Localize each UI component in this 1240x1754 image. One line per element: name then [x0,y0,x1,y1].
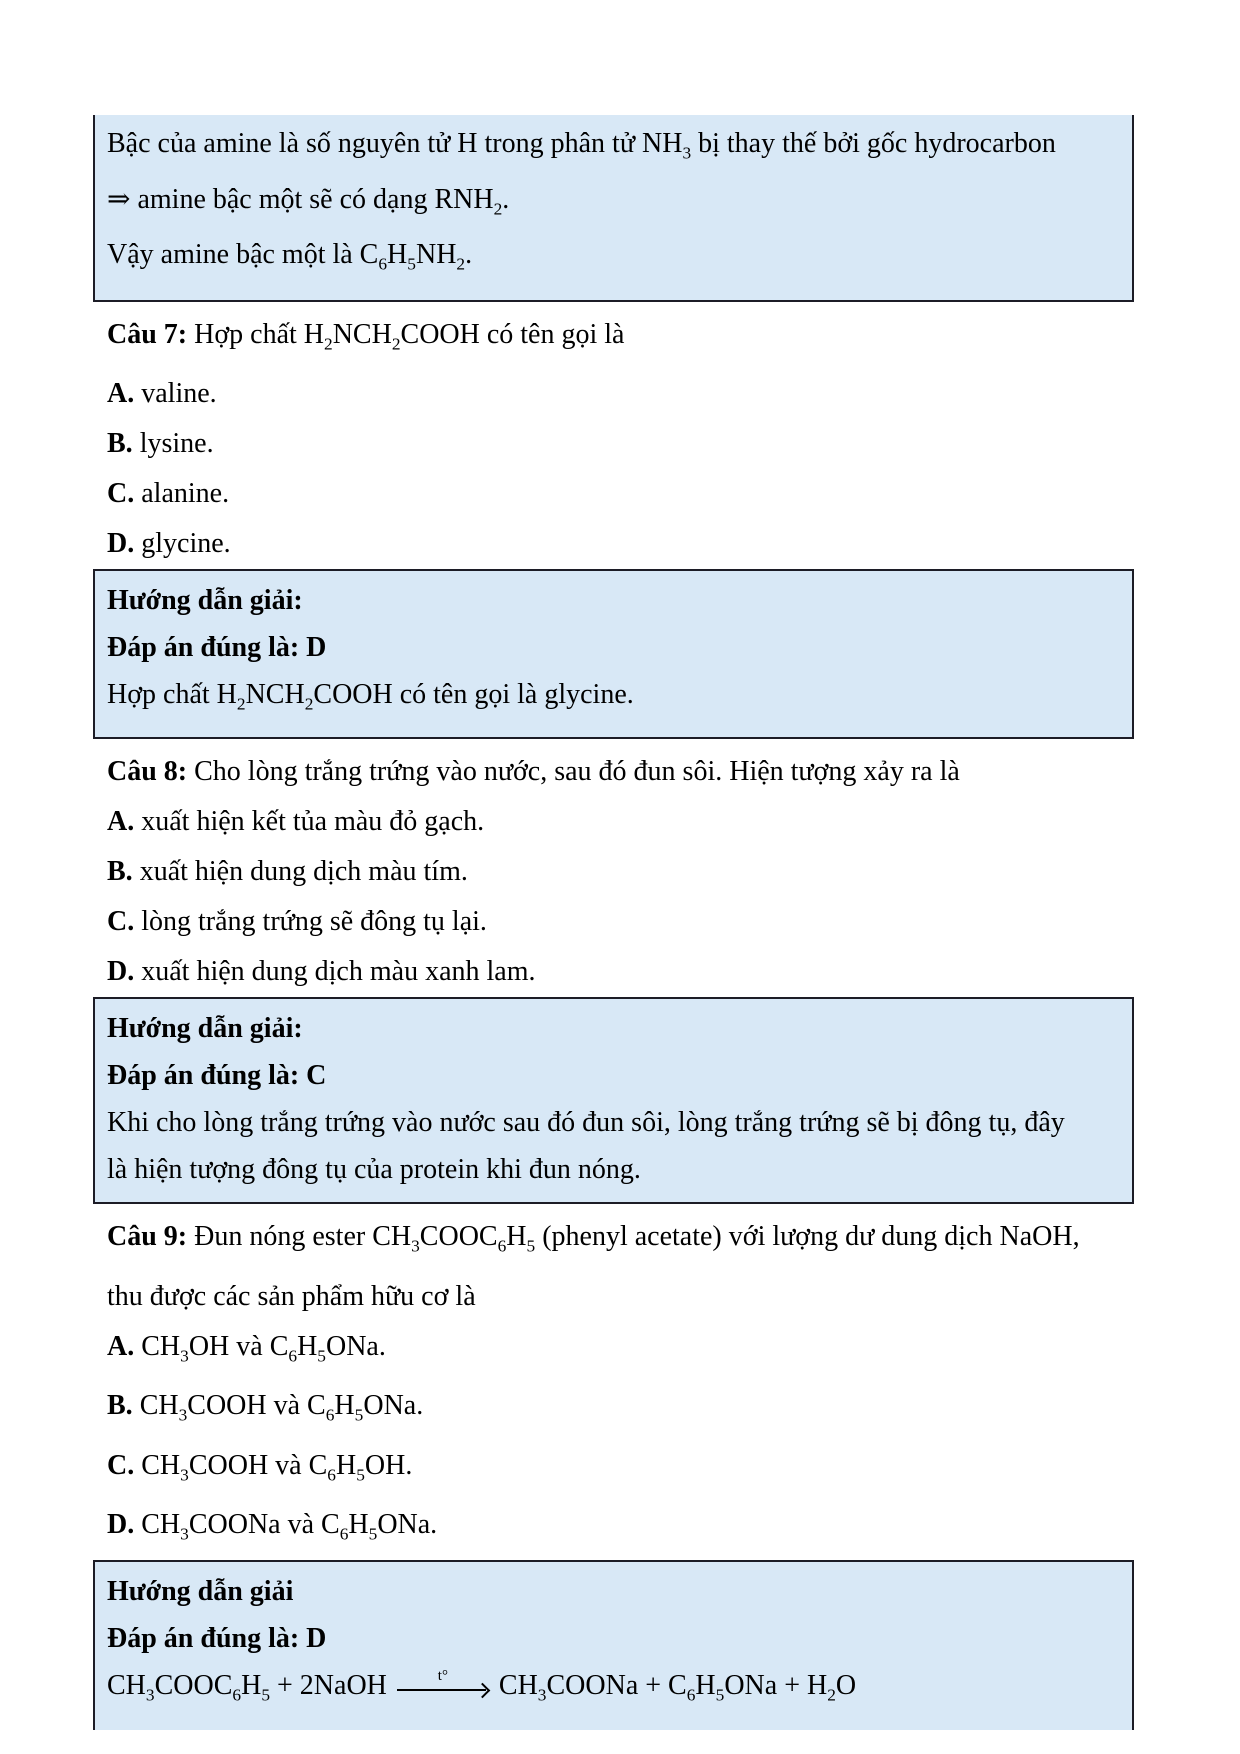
solution-box-previous-question [93,115,1134,302]
question-9-option-a [93,1322,1134,1382]
solution-box-q8 [93,997,1134,1204]
reaction-arrow-icon [397,1670,489,1697]
question-7-label: Câu 7: [107,318,188,350]
question-7-option-d [93,519,1134,569]
option-text: $CH_3OH$ và $C_6H_5ONa$. [141,1330,386,1366]
question-8-text [93,747,1134,797]
question-9-text-line2 [93,1272,1134,1322]
solution-text-line: ⇒ amine bậc một sẽ có dạng $RNH_2$. [107,183,510,219]
question-8-option-d [93,947,1134,997]
option-text: xuất hiện dung dịch màu xanh lam. [141,955,536,987]
option-letter: C. [107,1449,135,1481]
option-text: alanine. [141,478,230,510]
document-content [93,115,1134,1730]
solution-text-line: Khi cho lòng trắng trứng vào nước sau đó đun sôi, lòng trắng trứng sẽ bị đông tụ, đây [107,1106,1065,1138]
option-text: valine. [141,378,217,410]
option-letter: A. [107,805,135,837]
question-9-label: Câu 9: [107,1220,188,1252]
solution-text-line: Vậy amine bậc một là $C_6H_5NH_2$. [107,239,473,274]
question-9-body-line2: thu được các sản phẩm hữu cơ là [107,1280,476,1312]
question-9-option-c [93,1441,1134,1501]
option-text: glycine. [141,528,231,560]
solution-title: Hướng dẫn giải [107,1575,294,1607]
option-text: $CH_3COOH$ và $C_6H_5OH$. [141,1449,413,1485]
option-text: xuất hiện dung dịch màu tím. [139,855,468,887]
solution-box-q7 [93,569,1134,739]
option-letter: D. [107,528,135,560]
solution-title: Hướng dẫn giải: [107,1012,303,1044]
option-letter: B. [107,855,133,887]
option-text: $CH_3COOH$ và $C_6H_5ONa$. [139,1390,424,1425]
question-8-option-c [93,897,1134,947]
equation-lhs: $CH_3COOC_6H_5$ + 2NaOH [107,1669,387,1705]
question-7-option-a [93,369,1134,419]
option-text: $CH_3COONa$ và $C_6H_5ONa$. [141,1509,438,1544]
equation-rhs: $CH_3COONa + C_6H_5ONa + H_2O$ [498,1669,857,1705]
option-text: lysine. [139,428,214,460]
question-9-option-d [93,1500,1134,1560]
solution-answer: Đáp án đúng là: D [107,1622,327,1654]
question-7-body: Hợp chất $H_2NCH_2COOH$ có tên gọi là [194,318,625,354]
question-8-option-a [93,797,1134,847]
option-letter: A. [107,1330,135,1362]
option-letter: B. [107,428,133,460]
question-7-option-b [93,419,1134,469]
question-8-option-b [93,847,1134,897]
question-8-label: Câu 8: [107,755,188,787]
option-letter: C. [107,905,135,937]
question-9-body-line1: Đun nóng ester $CH_3COOC_6H_5$ (phenyl acetate) với lượng dư dung dịch NaOH, [194,1220,1080,1256]
solution-title: Hướng dẫn giải: [107,585,303,617]
arrow-shaft [397,1683,489,1697]
solution-text-line: là hiện tượng đông tụ của protein khi đun nóng. [107,1153,641,1185]
option-text: lòng trắng trứng sẽ đông tụ lại. [141,905,487,937]
question-8-body: Cho lòng trắng trứng vào nước, sau đó đun sôi. Hiện tượng xảy ra là [194,755,960,787]
option-letter: A. [107,378,135,410]
question-7-option-c [93,469,1134,519]
option-letter: B. [107,1390,133,1422]
solution-box-q9 [93,1560,1134,1730]
solution-text-line: Hợp chất $H_2NCH_2COOH$ có tên gọi là glycine. [107,679,634,714]
temperature-condition-label: t° [437,1668,448,1685]
solution-text-line: Bậc của amine là số nguyên tử H trong phân tử $NH_3$ bị thay thế bởi gốc hydrocarbon [107,128,1056,163]
question-9-text [93,1212,1134,1272]
option-letter: D. [107,1509,135,1541]
question-7-text [93,310,1134,370]
option-letter: C. [107,478,135,510]
question-9-option-b [93,1381,1134,1441]
reaction-equation [107,1662,1118,1719]
option-letter: D. [107,955,135,987]
solution-answer: Đáp án đúng là: D [107,632,327,664]
option-text: xuất hiện kết tủa màu đỏ gạch. [141,805,485,837]
solution-answer: Đáp án đúng là: C [107,1059,327,1091]
